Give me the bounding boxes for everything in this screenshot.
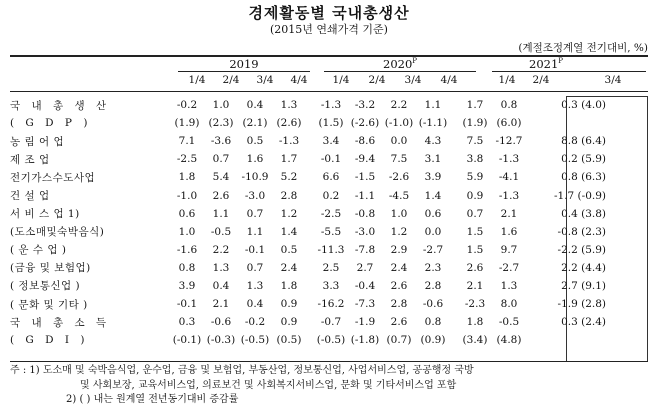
latest-value-cell: 0.8 (6.3) [561, 171, 606, 184]
value-cell: 1.3 [212, 261, 230, 274]
quarter-header: 1/4 [498, 74, 516, 86]
value-cell: -2.3 [464, 298, 486, 311]
year-header-2021: $2021^P$ [529, 57, 563, 71]
value-cell: 0.0 [390, 135, 408, 148]
value-cell: 2.2 [212, 243, 230, 256]
value-cell: -1.3 [320, 99, 342, 112]
value-cell: -10.9 [241, 171, 269, 184]
column-spacer [306, 259, 314, 277]
column-spacer [306, 96, 314, 114]
value-cell: 1.3 [500, 279, 518, 292]
footnotes [10, 364, 650, 408]
column-spacer [450, 132, 458, 150]
value-cell: 0.4 [246, 298, 264, 311]
value-cell: -0.6 [422, 298, 444, 311]
value-cell: (-1.1) [418, 117, 448, 130]
value-cell: 0.5 [246, 135, 264, 148]
value-cell: -0.7 [320, 316, 342, 329]
row-label: 국 내 총 생 산 [10, 99, 111, 112]
table-row [10, 168, 606, 186]
latest-value-cell: 0.3 (2.4) [561, 316, 606, 329]
column-spacer [450, 313, 458, 331]
table-row [10, 205, 606, 223]
year-header-2020: $2020^P$ [383, 57, 417, 71]
table-row [10, 295, 606, 313]
quarter-header: 3/4 [604, 74, 622, 86]
column-spacer [306, 313, 314, 331]
value-cell: 2.6 [390, 279, 408, 292]
latest-value-cell: 8.8 (6.4) [561, 135, 606, 148]
value-cell: -11.3 [317, 243, 345, 256]
value-cell: 0.8 [424, 316, 442, 329]
table-row [10, 150, 606, 168]
quarter-header: 3/4 [256, 74, 274, 86]
column-spacer [306, 150, 314, 168]
column-spacer [450, 277, 458, 295]
latest-value-cell: -2.2 (5.9) [557, 243, 606, 256]
value-cell: -1.9 [354, 316, 376, 329]
latest-value-cell: 0.4 (3.8) [561, 207, 606, 220]
value-cell: 1.3 [246, 279, 264, 292]
value-cell: (3.4) [462, 334, 488, 347]
row-label: ( 정보통신업 ) [10, 280, 81, 293]
value-cell: 3.4 [322, 135, 340, 148]
row-label: (도소매및숙박음식) [10, 226, 105, 239]
value-cell: -7.3 [354, 298, 376, 311]
value-cell: 1.1 [212, 207, 230, 220]
footnote-1: 주 : 1) 도소매 및 숙박음식업, 운수업, 금융 및 보험업, 부동산업, 정보통신업, 사업서비스업, 공공행정 국방 [10, 365, 474, 376]
row-label: ( G D P ) [10, 117, 92, 130]
column-spacer [450, 114, 458, 132]
latest-value-cell: -1.9 (2.8) [557, 298, 606, 311]
value-cell: 3.9 [424, 171, 442, 184]
value-cell: 2.8 [280, 189, 298, 202]
value-cell: 0.0 [424, 225, 442, 238]
column-spacer [450, 259, 458, 277]
value-cell: 2.8 [390, 298, 408, 311]
value-cell: (-0.1) [172, 334, 202, 347]
row-label: ( 운 수 업 ) [10, 244, 67, 257]
table-row [10, 259, 606, 277]
column-spacer [306, 223, 314, 241]
value-cell: 0.8 [178, 261, 196, 274]
value-cell: 2.5 [322, 261, 340, 274]
latest-value-cell: 0.3 (4.0) [561, 99, 606, 112]
value-cell: 1.5 [466, 225, 484, 238]
value-cell: 1.4 [280, 225, 298, 238]
value-cell: 1.0 [212, 99, 230, 112]
value-cell: 1.1 [424, 99, 442, 112]
value-cell: (1.9) [462, 117, 488, 130]
latest-value-cell: -1.7 (-0.9) [553, 189, 606, 202]
value-cell: 1.8 [466, 316, 484, 329]
value-cell: 1.3 [280, 99, 298, 112]
year-rule-2021 [492, 71, 646, 72]
table-row [10, 186, 606, 204]
value-cell: 2.6 [466, 261, 484, 274]
year-rule-2019 [178, 71, 310, 72]
value-cell: 1.7 [466, 99, 484, 112]
row-label: ( 문화 및 기타 ) [10, 298, 88, 311]
value-cell: 5.9 [466, 171, 484, 184]
value-cell: 0.4 [246, 99, 264, 112]
value-cell: 0.6 [424, 207, 442, 220]
value-cell: -3.6 [210, 135, 232, 148]
value-cell: 3.3 [322, 279, 340, 292]
value-cell: -0.5 [210, 225, 232, 238]
value-cell: 2.1 [466, 279, 484, 292]
value-cell: -1.3 [498, 189, 520, 202]
value-cell: 2.1 [500, 207, 518, 220]
value-cell: -0.1 [320, 153, 342, 166]
value-cell: 2.9 [390, 243, 408, 256]
column-spacer [450, 205, 458, 223]
value-cell: 1.2 [280, 207, 298, 220]
latest-value-cell: 2.2 (4.4) [561, 261, 606, 274]
row-label: 건 설 업 [10, 190, 50, 203]
value-cell: -0.5 [498, 316, 520, 329]
value-cell: 1.6 [246, 153, 264, 166]
value-cell: (-0.3) [206, 334, 236, 347]
column-spacer [306, 331, 314, 349]
value-cell: 9.7 [500, 243, 518, 256]
value-cell: (4.8) [496, 334, 522, 347]
column-spacer [450, 150, 458, 168]
value-cell: -1.3 [498, 153, 520, 166]
latest-value-cell [526, 331, 606, 349]
latest-value-cell: 2.7 (9.1) [561, 279, 606, 292]
value-cell: (-1.0) [384, 117, 414, 130]
column-spacer [306, 295, 314, 313]
value-cell: 2.6 [390, 316, 408, 329]
value-cell: 1.8 [178, 171, 196, 184]
value-cell: 0.6 [178, 207, 196, 220]
table-row [10, 132, 606, 150]
table-bottom-rule [10, 361, 648, 362]
value-cell: (0.7) [386, 334, 412, 347]
year-header-2019: 2019 [229, 57, 259, 71]
value-cell: -16.2 [317, 298, 345, 311]
value-cell: 0.7 [246, 207, 264, 220]
table-row [10, 114, 606, 132]
column-spacer [450, 186, 458, 204]
value-cell: (1.9) [174, 117, 200, 130]
value-cell: (-2.6) [350, 117, 380, 130]
value-cell: 2.3 [424, 261, 442, 274]
column-spacer [450, 241, 458, 259]
value-cell: -0.6 [210, 316, 232, 329]
value-cell: -1.1 [354, 189, 376, 202]
value-cell: -0.1 [176, 298, 198, 311]
value-cell: -1.6 [176, 243, 198, 256]
value-cell: -7.8 [354, 243, 376, 256]
quarter-header: 3/4 [404, 74, 422, 86]
value-cell: 2.2 [390, 99, 408, 112]
value-cell: -3.2 [354, 99, 376, 112]
value-cell: (1.5) [318, 117, 344, 130]
value-cell: 7.5 [466, 135, 484, 148]
value-cell: -8.6 [354, 135, 376, 148]
value-cell: 8.0 [500, 298, 518, 311]
value-cell: (2.6) [276, 117, 302, 130]
quarter-header: 4/4 [290, 74, 308, 86]
column-spacer [306, 132, 314, 150]
footnote-1-cont: 및 사회보장, 교육서비스업, 의료보건 및 사회복지서비스업, 문화 및 기타서비스업 포함 [80, 379, 457, 391]
value-cell: -1.0 [176, 189, 198, 202]
value-cell: (0.5) [276, 334, 302, 347]
table-row [10, 313, 606, 331]
latest-value-cell [526, 114, 606, 132]
value-cell: -4.1 [498, 171, 520, 184]
column-spacer [450, 96, 458, 114]
column-spacer [306, 114, 314, 132]
column-spacer [450, 295, 458, 313]
value-cell: 2.8 [424, 279, 442, 292]
row-label: 전기가스수도사업 [10, 171, 96, 184]
year-rule-2020 [324, 71, 476, 72]
value-cell: 3.9 [178, 279, 196, 292]
value-cell: 4.3 [424, 135, 442, 148]
column-spacer [306, 277, 314, 295]
table-row [10, 241, 606, 259]
gdp-table [10, 96, 606, 349]
value-cell: 7.1 [178, 135, 196, 148]
value-cell: 0.9 [280, 316, 298, 329]
table-row [10, 223, 606, 241]
quarter-header: 2/4 [532, 74, 550, 86]
value-cell: (-0.5) [240, 334, 270, 347]
value-cell: 3.8 [466, 153, 484, 166]
value-cell: 6.6 [322, 171, 340, 184]
value-cell: 3.1 [424, 153, 442, 166]
value-cell: 0.9 [466, 189, 484, 202]
value-cell: 2.6 [212, 189, 230, 202]
quarter-header: 1/4 [332, 74, 350, 86]
value-cell: 1.5 [466, 243, 484, 256]
value-cell: 1.6 [500, 225, 518, 238]
value-cell: 2.7 [356, 261, 374, 274]
value-cell: 1.7 [280, 153, 298, 166]
value-cell: (-1.8) [350, 334, 380, 347]
value-cell: (0.9) [420, 334, 446, 347]
row-label: 국 내 총 소 득 [10, 316, 111, 329]
column-spacer [450, 223, 458, 241]
value-cell: -9.4 [354, 153, 376, 166]
quarter-header: 4/4 [440, 74, 458, 86]
header-rule [10, 91, 648, 92]
quarter-header: 1/4 [188, 74, 206, 86]
column-spacer [306, 241, 314, 259]
value-cell: 0.4 [212, 279, 230, 292]
value-cell: 0.5 [280, 243, 298, 256]
value-cell: -4.5 [388, 189, 410, 202]
value-cell: -3.0 [244, 189, 266, 202]
value-cell: 1.0 [178, 225, 196, 238]
value-cell: 0.2 [322, 189, 340, 202]
value-cell: (2.1) [242, 117, 268, 130]
latest-value-cell: 0.2 (5.9) [561, 153, 606, 166]
quarter-header: 2/4 [368, 74, 386, 86]
value-cell: 1.1 [246, 225, 264, 238]
column-spacer [306, 168, 314, 186]
value-cell: -1.3 [278, 135, 300, 148]
value-cell: -1.5 [354, 171, 376, 184]
value-cell: 0.7 [466, 207, 484, 220]
value-cell: 0.7 [246, 261, 264, 274]
latest-value-cell: -0.8 (2.3) [557, 225, 606, 238]
row-label: 농 림 어 업 [10, 135, 65, 148]
value-cell: 2.1 [212, 298, 230, 311]
value-cell: -3.0 [354, 225, 376, 238]
value-cell: -0.4 [354, 279, 376, 292]
value-cell: 0.7 [212, 153, 230, 166]
row-label: 제 조 업 [10, 153, 50, 166]
footnote-2: 2) ( ) 내는 원계열 전년동기대비 증감률 [66, 394, 239, 405]
table-row [10, 96, 606, 114]
row-label: 서 비 스 업 1) [10, 208, 80, 221]
column-spacer [306, 186, 314, 204]
column-spacer [450, 168, 458, 186]
value-cell: -0.1 [244, 243, 266, 256]
value-cell: 5.4 [212, 171, 230, 184]
value-cell: (6.0) [496, 117, 522, 130]
value-cell: 1.0 [390, 207, 408, 220]
value-cell: -0.2 [176, 99, 198, 112]
value-cell: 2.4 [280, 261, 298, 274]
table-row [10, 277, 606, 295]
table-subtitle: (2015년 연쇄가격 기준) [270, 23, 388, 36]
table-row [10, 331, 606, 349]
table-title: 경제활동별 국내총생산 [248, 4, 410, 22]
column-spacer [450, 331, 458, 349]
row-label: (금융 및 보험업) [10, 262, 91, 275]
value-cell: -5.5 [320, 225, 342, 238]
value-cell: -0.2 [244, 316, 266, 329]
value-cell: 1.4 [424, 189, 442, 202]
value-cell: 5.2 [280, 171, 298, 184]
value-cell: (-0.5) [316, 334, 346, 347]
value-cell: 0.9 [280, 298, 298, 311]
value-cell: 1.2 [390, 225, 408, 238]
value-cell: -2.6 [388, 171, 410, 184]
value-cell: -2.7 [422, 243, 444, 256]
value-cell: 0.3 [178, 316, 196, 329]
value-cell: (2.3) [208, 117, 234, 130]
value-cell: -2.5 [176, 153, 198, 166]
value-cell: 2.4 [390, 261, 408, 274]
value-cell: 0.8 [500, 99, 518, 112]
value-cell: -2.5 [320, 207, 342, 220]
row-label: ( G D I ) [10, 334, 89, 347]
value-cell: -0.8 [354, 207, 376, 220]
value-cell: 1.8 [280, 279, 298, 292]
column-spacer [306, 205, 314, 223]
value-cell: 7.5 [390, 153, 408, 166]
value-cell: -12.7 [495, 135, 523, 148]
value-cell: -2.7 [498, 261, 520, 274]
quarter-header: 2/4 [222, 74, 240, 86]
unit-label: (계절조정계열 전기대비, %) [518, 42, 648, 54]
